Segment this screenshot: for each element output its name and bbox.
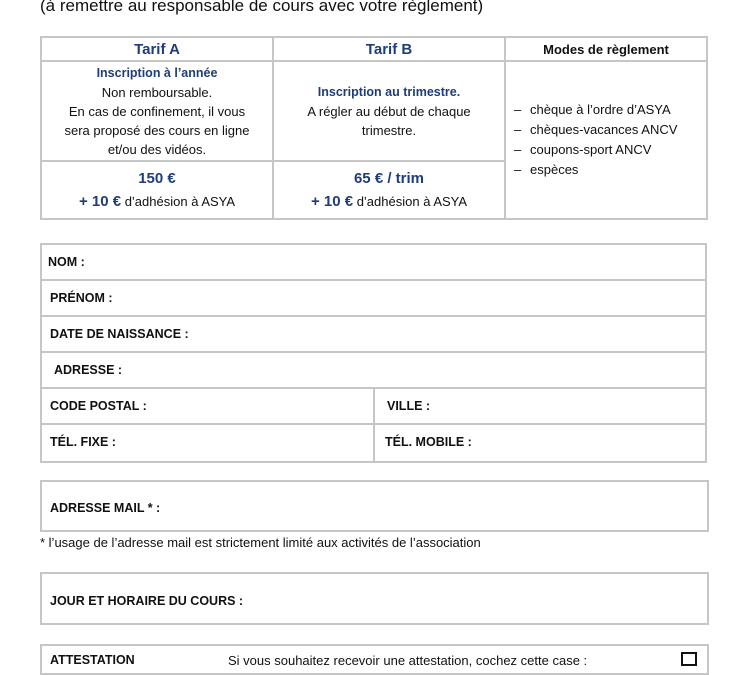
tarif-a-header: Tarif A — [41, 37, 273, 61]
pricing-table — [40, 36, 708, 220]
prenom-label: PRÉNOM : — [50, 291, 113, 305]
tarif-b-line: trimestre. — [361, 122, 417, 138]
course-schedule-box[interactable] — [40, 572, 709, 625]
form-instructions: (à remettre au responsable de cours avec votre règlement) — [40, 0, 484, 15]
prenom-row[interactable] — [42, 281, 705, 317]
tarif-a-price: 150 € — [138, 170, 176, 187]
tarif-a-line: sera proposé des cours en ligne — [64, 122, 250, 138]
birthdate-row[interactable] — [42, 317, 705, 353]
postal-code-label[interactable]: CODE POSTAL : — [50, 399, 147, 413]
landline-label[interactable]: TÉL. FIXE : — [50, 435, 116, 449]
tarif-b-subtitle: Inscription au trimestre. — [317, 84, 461, 99]
tarif-a-subtitle: Inscription à l’année — [96, 65, 218, 80]
course-schedule-label: JOUR ET HORAIRE DU COURS : — [50, 594, 244, 608]
address-label: ADRESSE : — [54, 363, 123, 377]
tarif-a-line: Non remboursable. — [101, 84, 213, 100]
tarif-a-membership-amount: + 10 € — [78, 193, 122, 210]
payment-modes-cell — [505, 61, 707, 219]
attestation-label: ATTESTATION — [50, 653, 135, 667]
tarif-a-price-cell — [41, 161, 273, 219]
tarif-a-line: En cas de confinement, il vous — [68, 103, 246, 119]
payment-mode-item: – espèces — [514, 160, 702, 180]
column-divider — [373, 389, 375, 423]
tarif-b-membership-label: d’adhésion à ASYA — [353, 194, 468, 209]
attestation-text: Si vous souhaitez recevoir une attestation, cochez cette case : — [228, 653, 588, 668]
tarif-a-membership-label: d’adhésion à ASYA — [121, 194, 236, 209]
email-label: ADRESSE MAIL * : — [50, 501, 161, 515]
phone-row — [42, 425, 705, 461]
tarif-a-line: et/ou des vidéos. — [107, 141, 207, 157]
tarif-b-price: 65 € / trim — [353, 170, 425, 187]
email-note: * l’usage de l’adresse mail est strictement limité aux activités de l’association — [40, 535, 481, 550]
payment-mode-item: – coupons-sport ANCV — [514, 140, 702, 160]
city-label[interactable]: VILLE : — [387, 399, 431, 413]
tarif-b-membership-amount: + 10 € — [310, 193, 354, 210]
birthdate-label: DATE DE NAISSANCE : — [50, 327, 189, 341]
tarif-b-price-cell — [273, 161, 505, 219]
identity-form — [40, 243, 707, 463]
postal-city-row — [42, 389, 705, 425]
tarif-b-description — [273, 61, 505, 161]
payment-mode-item: – chèques-vacances ANCV — [514, 120, 702, 140]
tarif-b-header: Tarif B — [273, 37, 505, 61]
mobile-label[interactable]: TÉL. MOBILE : — [385, 435, 472, 449]
tarif-a-description — [41, 61, 273, 161]
attestation-box — [40, 644, 709, 675]
tarif-b-line: A régler au début de chaque — [307, 103, 471, 119]
attestation-checkbox[interactable] — [681, 652, 697, 666]
nom-label: NOM : — [48, 255, 85, 269]
column-divider — [373, 425, 375, 461]
payment-modes-header: Modes de règlement — [505, 37, 707, 61]
payment-mode-item: – chèque à l’ordre d’ASYA — [514, 100, 702, 120]
address-row[interactable] — [42, 353, 705, 389]
nom-row[interactable] — [42, 245, 705, 281]
email-box[interactable] — [40, 480, 709, 532]
payment-modes-list — [514, 100, 702, 180]
